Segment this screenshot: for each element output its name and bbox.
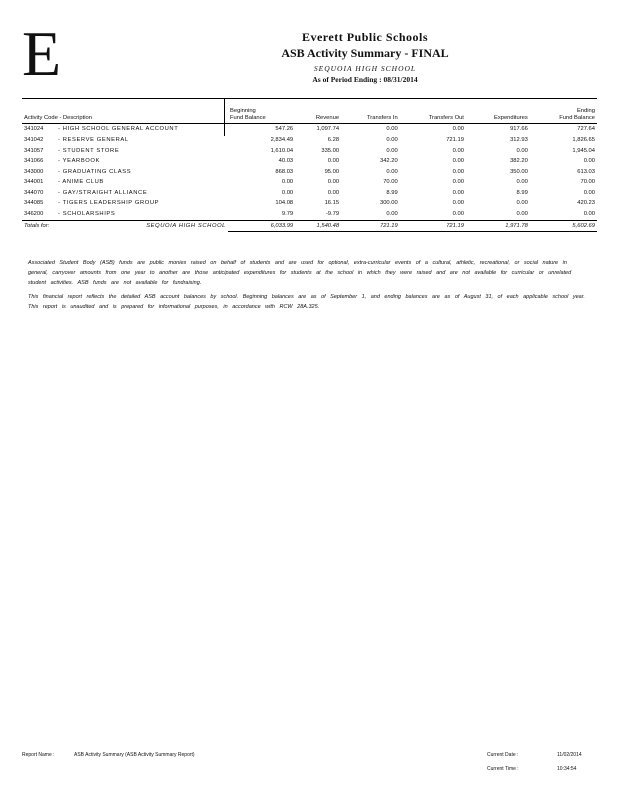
- beginning-balance: 1,610.04: [270, 147, 294, 154]
- col-beginning-bottom: Fund Balance: [230, 114, 266, 121]
- expenditures: 0.00: [516, 200, 528, 207]
- col-beginning: [228, 108, 295, 124]
- transfers-in: 0.00: [386, 168, 398, 175]
- activity-desc: - ANIME CLUB: [58, 179, 104, 186]
- school-name: SEQUOIA HIGH SCHOOL: [313, 64, 417, 73]
- report-disclaimer-note: This financial report reflects the detailed ASB account balances by school. Beginning balances are as of September 1, and ending balances are as of August 31, of each applicable school year. This report is unaudited and is prepared for informational purposes, in accordance with RCW 28A.325.: [28, 294, 585, 310]
- current-date-label: Current Date :: [487, 752, 519, 758]
- activity-code: 344085: [24, 200, 44, 207]
- table-row: [22, 177, 597, 188]
- activity-desc: - STUDENT STORE: [58, 147, 120, 154]
- col-beginning-top: Beginning: [230, 108, 256, 114]
- transfers-in: 0.00: [386, 126, 398, 133]
- revenue: -9.79: [325, 211, 340, 218]
- period-label: As of Period Ending: [312, 75, 378, 84]
- transfers-out: 0.00: [452, 211, 464, 218]
- total-expenditures: 1,971.78: [466, 220, 530, 232]
- beginning-balance: 547.26: [275, 126, 294, 133]
- activity-desc: - HIGH SCHOOL GENERAL ACCOUNT: [58, 126, 179, 133]
- total-ending-balance: 5,602.69: [530, 220, 597, 232]
- revenue: 0.00: [327, 189, 340, 196]
- totals-label: Totals for:: [22, 220, 56, 232]
- transfers-in: 342.20: [379, 158, 398, 165]
- beginning-balance: 9.79: [281, 211, 294, 218]
- revenue: 16.15: [324, 200, 340, 207]
- expenditures: 382.20: [510, 158, 528, 165]
- transfers-in: 0.00: [386, 211, 398, 218]
- transfers-in: 0.00: [386, 147, 398, 154]
- col-transfers-in: Transfers In: [366, 114, 398, 121]
- activity-code: 341066: [24, 158, 44, 165]
- activity-code: 343000: [24, 168, 44, 175]
- current-time-value: 10:34:54: [557, 766, 577, 772]
- asb-explanation-note: Associated Student Body (ASB) funds are public monies raised on behalf of students and are used for optional, extra-curricular events of a cultural, athletic, recreational, or social nature in general, carryover amounts from one year to another are those anticipated expenditures for students at the school in which they were raised and are not available for curricular or unrelated student activities. ASB funds are not available for fundraising.: [28, 260, 572, 286]
- table-row: [22, 188, 597, 199]
- header-rule: [22, 98, 597, 99]
- transfers-in: 8.99: [386, 189, 398, 196]
- expenditures: 0.00: [516, 147, 528, 154]
- revenue: 1,097.74: [316, 126, 340, 133]
- table-row: [22, 209, 597, 220]
- activity-desc: - TIGERS LEADERSHIP GROUP: [58, 200, 160, 207]
- ending-balance: 613.03: [577, 168, 595, 175]
- ending-balance: 0.00: [583, 189, 595, 196]
- activity-code: 341024: [24, 126, 44, 133]
- table-row: [22, 167, 597, 178]
- period-separator: :: [379, 75, 384, 84]
- beginning-balance: 0.00: [281, 189, 294, 196]
- totals-row: [22, 220, 597, 232]
- transfers-out: 0.00: [452, 126, 464, 133]
- total-transfers-in: 721.19: [341, 220, 400, 232]
- expenditures: 0.00: [516, 179, 528, 186]
- revenue: 0.00: [327, 158, 340, 165]
- total-transfers-out: 721.19: [400, 220, 466, 232]
- ending-balance: 1,826.65: [572, 136, 595, 143]
- transfers-out: 0.00: [452, 158, 464, 165]
- beginning-balance: 868.03: [275, 168, 294, 175]
- current-date-value: 11/02/2014: [557, 752, 582, 758]
- ending-balance: 0.00: [583, 211, 595, 218]
- activity-desc: - GRADUATING CLASS: [58, 168, 132, 175]
- ending-balance: 70.00: [580, 179, 595, 186]
- total-revenue: 1,540.48: [295, 220, 341, 232]
- transfers-out: 0.00: [452, 147, 464, 154]
- col-expenditures: Expenditures: [493, 114, 528, 121]
- transfers-out: 0.00: [452, 168, 464, 175]
- table-row: [22, 146, 597, 157]
- ending-balance: 420.23: [577, 200, 595, 207]
- revenue: 335.00: [321, 147, 340, 154]
- table-row: [22, 198, 597, 209]
- activity-code: 346200: [24, 211, 44, 218]
- col-ending-bottom: Fund Balance: [559, 114, 595, 121]
- expenditures: 312.93: [510, 136, 528, 143]
- table-row: [22, 135, 597, 146]
- district-logo-letter: E: [22, 18, 62, 89]
- current-time-label: Current Time :: [487, 766, 519, 772]
- report-header: [140, 30, 590, 84]
- revenue: 6.28: [327, 136, 340, 143]
- total-beginning-balance: 6,033.99: [228, 220, 295, 232]
- activity-desc: - YEARBOOK: [58, 158, 100, 165]
- expenditures: 917.66: [510, 126, 528, 133]
- ending-balance: 1,945.04: [572, 147, 595, 154]
- col-transfers-out: Transfers Out: [428, 114, 464, 121]
- beginning-balance: 104.08: [275, 200, 294, 207]
- activity-desc: - SCHOLARSHIPS: [58, 211, 116, 218]
- activity-code: 341057: [24, 147, 44, 154]
- transfers-out: 0.00: [452, 179, 464, 186]
- activity-desc: - GAY/STRAIGHT ALLIANCE: [58, 189, 148, 196]
- activity-table: [22, 108, 597, 232]
- report-name-label: Report Name :: [22, 752, 55, 758]
- report-name-value: ASB Activity Summary (ASB Activity Summary Report): [74, 752, 195, 758]
- activity-code: 341042: [24, 136, 44, 143]
- transfers-in: 70.00: [383, 179, 398, 186]
- expenditures: 350.00: [510, 168, 528, 175]
- col-ending: [530, 108, 597, 124]
- transfers-out: 721.19: [446, 136, 464, 143]
- org-name: Everett Public Schools: [301, 30, 429, 44]
- revenue: 95.00: [324, 168, 340, 175]
- beginning-balance: 2,834.49: [270, 136, 294, 143]
- table-header-row: [22, 108, 597, 124]
- beginning-balance: 40.03: [278, 158, 294, 165]
- report-title: ASB Activity Summary - FINAL: [281, 46, 449, 60]
- period-value: 08/31/2014: [383, 75, 418, 84]
- activity-code: 344070: [24, 189, 44, 196]
- col-revenue: Revenue: [315, 114, 340, 121]
- transfers-out: 0.00: [452, 200, 464, 207]
- period-line: [140, 75, 590, 84]
- expenditures: 0.00: [516, 211, 528, 218]
- transfers-out: 0.00: [452, 189, 464, 196]
- totals-school: SEQUOIA HIGH SCHOOL: [56, 220, 228, 232]
- expenditures: 8.99: [516, 189, 528, 196]
- revenue: 0.00: [327, 179, 340, 186]
- ending-balance: 0.00: [583, 158, 595, 165]
- col-code-desc: Activity Code - Description: [24, 114, 92, 121]
- transfers-in: 0.00: [386, 136, 398, 143]
- col-ending-top: Ending: [576, 108, 595, 114]
- table-row: [22, 156, 597, 167]
- transfers-in: 300.00: [379, 200, 398, 207]
- activity-code: 344001: [24, 179, 44, 186]
- activity-desc: - RESERVE GENERAL: [58, 136, 129, 143]
- table-row: [22, 124, 597, 135]
- beginning-balance: 0.00: [281, 179, 294, 186]
- ending-balance: 727.64: [577, 126, 595, 133]
